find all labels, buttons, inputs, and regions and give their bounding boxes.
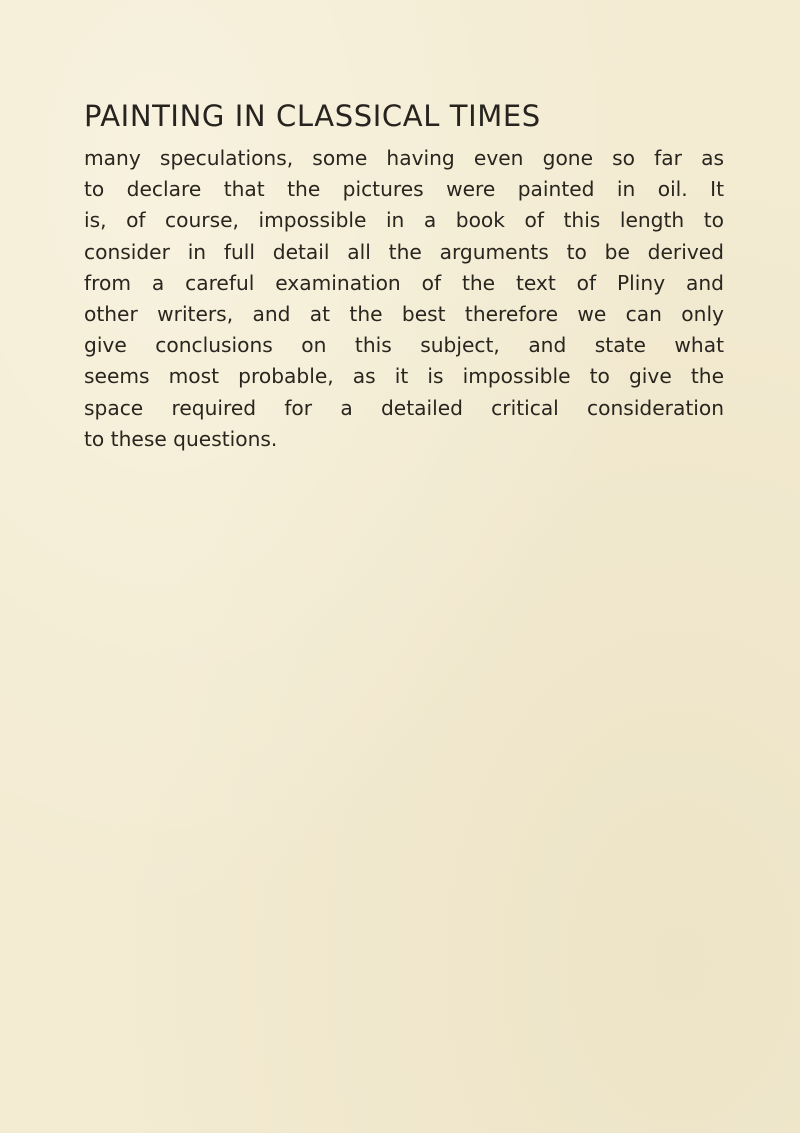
text-line: is, of course, impossible in a book of this length to [84, 208, 724, 233]
text-line: consider in full detail all the arguments to be derived [84, 239, 724, 264]
body-paragraph [84, 143, 724, 455]
text-line: to declare that the pictures were painted in oil. It [84, 177, 724, 202]
text-line: space required for a detailed critical consideration [84, 395, 724, 420]
text-line: seems most probable, as it is impossible to give the [84, 364, 724, 389]
text-line: other writers, and at the best therefore we can only [84, 301, 724, 326]
text-line: from a careful examination of the text of Pliny and [84, 270, 724, 295]
running-head: PAINTING IN CLASSICAL TIMES [84, 99, 541, 133]
text-line: to these questions. [84, 426, 278, 451]
text-line: give conclusions on this subject, and state what [84, 333, 724, 358]
text-line: many speculations, some having even gone so far as [84, 146, 724, 170]
